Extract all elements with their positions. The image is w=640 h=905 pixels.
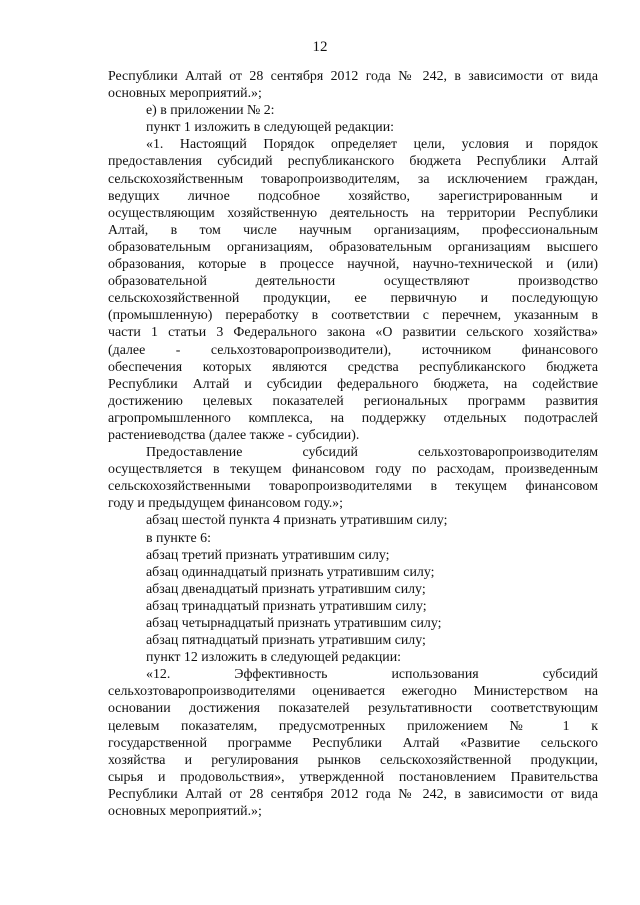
text-line: абзац третий признать утратившим силу; xyxy=(146,547,390,563)
text-line: основании достижения показателей результативности соответствующим xyxy=(108,701,598,717)
text-line: целевым показателям, предусмотренных приложением № 1 к xyxy=(108,718,598,734)
text-line: ведущих личное подсобное хозяйство, зарегистрированным и xyxy=(108,188,598,204)
text-line: сельхозтоваропроизводителями оценивается ежегодно Министерством на xyxy=(108,684,598,700)
text-line: абзац пятнадцатый признать утратившим силу; xyxy=(146,633,426,649)
text-line: основных мероприятий.»; xyxy=(108,86,262,102)
text-line: обеспечения которых являются средства республиканского бюджета xyxy=(108,359,598,375)
text-line: осуществляется в текущем финансовом году по расходам, произведенным xyxy=(108,462,598,478)
text-line: «12. Эффективность использования субсидий xyxy=(146,667,598,683)
text-line: абзац четырнадцатый признать утратившим силу; xyxy=(146,616,442,631)
text-line: году и предыдущем финансовом году.»; xyxy=(108,496,343,512)
text-line: в пункте 6: xyxy=(146,530,211,546)
text-line: абзац шестой пункта 4 признать утратившим силу; xyxy=(146,513,448,529)
text-line: хозяйства и регулирования рынков сельскохозяйственной продукции, xyxy=(108,752,598,768)
document-body xyxy=(108,68,598,820)
text-line: пункт 1 изложить в следующей редакции: xyxy=(146,120,395,136)
text-line: е) в приложении № 2: xyxy=(146,103,275,119)
text-line: абзац двенадцатый признать утратившим силу; xyxy=(146,581,426,597)
text-line: образовательной деятельности осуществляют производство xyxy=(108,274,598,290)
text-line: основных мероприятий.»; xyxy=(108,804,262,820)
text-line: пункт 12 изложить в следующей редакции: xyxy=(146,650,401,666)
text-line: образования, которые в процессе научной, научно-технической и (или) xyxy=(108,257,598,273)
text-line: сельскохозяйственной продукции, ее первичную и последующую xyxy=(108,291,598,307)
text-line: Республики Алтай от 28 сентября 2012 года № 242, в зависимости от вида xyxy=(108,69,598,84)
text-line: достижению целевых показателей региональных программ развития xyxy=(108,393,598,409)
text-line: образовательным организациям, образовательным организациям высшего xyxy=(108,239,598,255)
text-line: (далее - сельхозтоваропроизводители), источником финансового xyxy=(108,342,598,358)
text-line: государственной программе Республики Алтай «Развитие сельского xyxy=(108,735,598,751)
page-number: 12 xyxy=(312,39,328,55)
text-line: (промышленную) переработку в соответствии с перечнем, указанным в xyxy=(108,308,598,324)
text-line: растениеводства (далее также - субсидии). xyxy=(108,427,360,443)
text-line: Республики Алтай от 28 сентября 2012 года № 242, в зависимости от вида xyxy=(108,786,598,802)
text-line: сельскохозяйственным товаропроизводителям, за исключением граждан, xyxy=(108,171,598,187)
text-line: Республики Алтай и субсидии федерального бюджета, на содействие xyxy=(108,376,598,392)
text-line: абзац одиннадцатый признать утратившим силу; xyxy=(146,564,435,580)
text-line: Алтай, в том числе научным организациям, профессиональным xyxy=(108,222,598,238)
text-line: «1. Настоящий Порядок определяет цели, условия и порядок xyxy=(146,137,598,153)
text-line: агропромышленного комплекса, на поддержку отдельных подотраслей xyxy=(108,410,598,426)
text-line: предоставления субсидий республиканского бюджета Республики Алтай xyxy=(108,154,598,170)
text-line: сырья и продовольствия», утвержденной постановлением Правительства xyxy=(108,769,598,785)
text-line: части 1 статьи 3 Федерального закона «О развитии сельского хозяйства» xyxy=(108,325,598,341)
text-line: сельскохозяйственными товаропроизводителями в текущем финансовом xyxy=(108,479,598,495)
text-line: абзац тринадцатый признать утратившим силу; xyxy=(146,598,427,614)
text-line: осуществляющим хозяйственную деятельность на территории Республики xyxy=(108,205,598,221)
text-line: Предоставление субсидий сельхозтоваропроизводителям xyxy=(146,445,598,461)
